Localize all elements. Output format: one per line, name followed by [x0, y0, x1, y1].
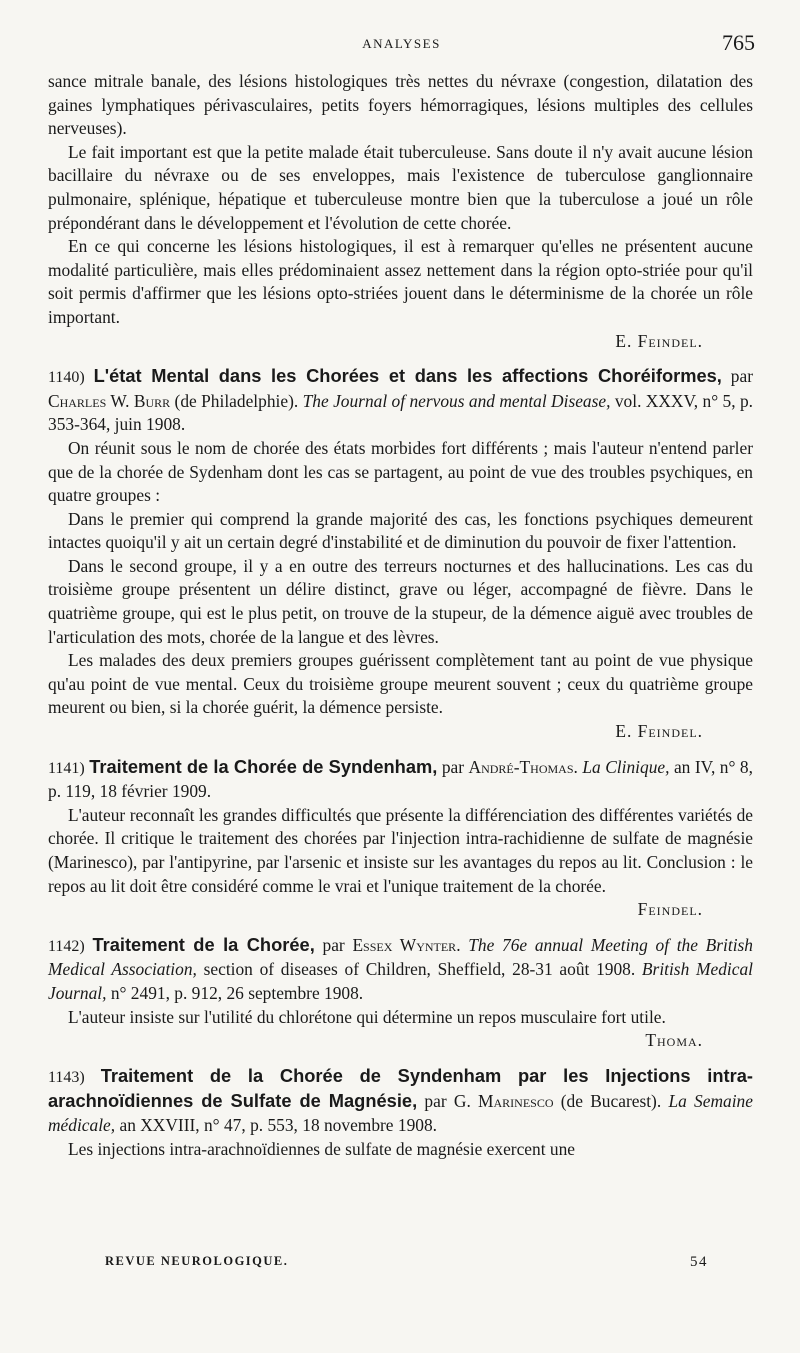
- article-origin: (de Philadelphie).: [174, 390, 299, 411]
- signature: Feindel.: [637, 899, 703, 920]
- article-citation: an IV, n° 8, p. 119, 18 février 1909.: [48, 756, 753, 802]
- article-1143: [48, 1064, 753, 1161]
- article-heading: [48, 755, 753, 804]
- footer-journal: REVUE NEUROLOGIQUE.: [105, 1254, 289, 1268]
- article-number: 1143): [48, 1068, 85, 1086]
- article-journal: La Clinique,: [582, 756, 670, 777]
- article-citation: section of diseases of Children, Sheffield, 28-31 août 1908.: [203, 959, 636, 980]
- by-word: par: [730, 366, 753, 387]
- article-1140: [48, 364, 753, 744]
- article-paragraph: On réunit sous le nom de chorée des états morbides fort différents ; mais l'auteur n'entend parler que de la chorée de Sydenham dont les cas se partagent, au point de vue des troubles psychiques, en quatre groupes :: [48, 437, 753, 506]
- article-paragraph: L'auteur insiste sur l'utilité du chlorétone qui détermine un repos musculaire fort utile.: [68, 1006, 666, 1027]
- article-heading: [48, 1064, 753, 1138]
- continuation-paragraph: sance mitrale banale, des lésions histologiques très nettes du névraxe (congestion, dilatation des gaines lymphatiques périvasculaires, petits foyers hémorragiques, lésions multiples des cellules nerveuses).: [48, 71, 753, 139]
- signature: E. Feindel.: [615, 330, 703, 351]
- article-1142: [48, 933, 753, 1053]
- page-header: [48, 30, 755, 60]
- continuation-paragraph: En ce qui concerne les lésions histologiques, il est à remarquer qu'elles ne présentent aucune modalité particulière, mais elles prédominaient assez nettement dans la région opto-striée pour qu'il soit permis d'affirmer que les lésions opto-striées jouent dans le déterminisme de la chorée un rôle important.: [48, 236, 753, 327]
- article-title: Traitement de la Chorée,: [92, 933, 315, 955]
- article-author: Charles W. Burr: [48, 390, 171, 411]
- by-word: par: [424, 1091, 447, 1112]
- article-origin: (de Bucarest).: [560, 1091, 662, 1112]
- article-paragraph: Dans le premier qui comprend la grande majorité des cas, les fonctions psychiques demeurent intactes quoiqu'il y ait un certain degré d'instabilité et de diminution du pouvoir de fixer l'attention.: [48, 508, 753, 553]
- article-journal-secondary: British Medical Journal,: [48, 959, 753, 1003]
- article-author: G. Marinesco: [453, 1091, 554, 1112]
- footer-sheet-number: 54: [690, 1254, 708, 1270]
- running-head: ANALYSES: [362, 36, 441, 51]
- article-citation-secondary: n° 2491, p. 912, 26 septembre 1908.: [110, 982, 364, 1003]
- page-body: [48, 70, 753, 1161]
- article-title: L'état Mental dans les Chorées et dans les affections Choréiformes,: [93, 365, 722, 387]
- article-number: 1141): [48, 759, 85, 777]
- article-paragraph: Les malades des deux premiers groupes guérissent complètement tant au point de vue physique qu'au point de vue mental. Ceux du troisième groupe meurent souvent ; ceux du quatrième groupe meurent ou bien, si la chorée guérit, la démence persiste.: [48, 650, 753, 718]
- article-1141: [48, 755, 753, 922]
- article-heading: [48, 364, 753, 437]
- article-paragraph: Dans le second groupe, il y a en outre des terreurs nocturnes et des hallucinations. Les cas du troisième groupe présentent un délire distinct, grave ou léger, accompagné de fièvre. Dans le quatrième groupe, qui est le plus petit, on trouve de la stupeur, de la démence aiguë avec troubles de l'articulation des mots, chorée de la langue et des lèvres.: [48, 555, 753, 647]
- article-heading: [48, 933, 753, 1006]
- signature: E. Feindel.: [615, 721, 703, 742]
- article-citation: vol. XXXV, n° 5, p. 353-364, juin 1908.: [48, 390, 754, 435]
- article-paragraph: L'auteur reconnaît les grandes difficultés que présente la différenciation des différentes variétés de chorée. Il critique le traitement des chorées par l'injection intra-rachidienne de sulfate de magnésie (Marinesco), par l'antipyrine, par l'arsenic et insiste sur les avantages du repos au lit. Conclusion : le repos au lit doit être considéré comme le vrai et l'unique traitement de la chorée.: [48, 804, 753, 896]
- article-paragraph: Les injections intra-arachnoïdiennes de sulfate de magnésie exercent une: [68, 1138, 576, 1159]
- article-title: Traitement de la Chorée de Syndenham,: [89, 755, 438, 777]
- article-citation: an XXVIII, n° 47, p. 553, 18 novembre 1908.: [119, 1114, 437, 1135]
- signature: Thoma.: [645, 1030, 703, 1051]
- article-author: Essex Wynter.: [352, 934, 461, 955]
- article-number: 1140): [48, 369, 85, 387]
- article-number: 1142): [48, 937, 85, 955]
- page-number: 765: [722, 30, 755, 55]
- article-journal: The 76e annual Meeting of the British Medical Association,: [48, 934, 753, 980]
- by-word: par: [322, 934, 345, 955]
- by-word: par: [441, 756, 465, 777]
- article-journal: The Journal of nervous and mental Disease,: [302, 390, 611, 411]
- page-footer: [105, 1254, 708, 1276]
- article-author: André-Thomas.: [468, 756, 578, 777]
- continuation-paragraph: Le fait important est que la petite malade était tuberculeuse. Sans doute il n'y avait aucune lésion bacillaire du névraxe ou de ses enveloppes, mais l'existence de tuberculose ganglionnaire pulmonaire, splénique, hépatique et tuberculeuse montre bien que la tuberculose a joué un rôle prépondérant dans le développement et l'évolution de cette chorée.: [48, 141, 753, 233]
- article-title: Traitement de la Chorée de Syndenham par les Injections intra-arachnoïdiennes de Sulfate de Magnésie,: [48, 1064, 753, 1112]
- article-journal: La Semaine médicale,: [48, 1091, 753, 1135]
